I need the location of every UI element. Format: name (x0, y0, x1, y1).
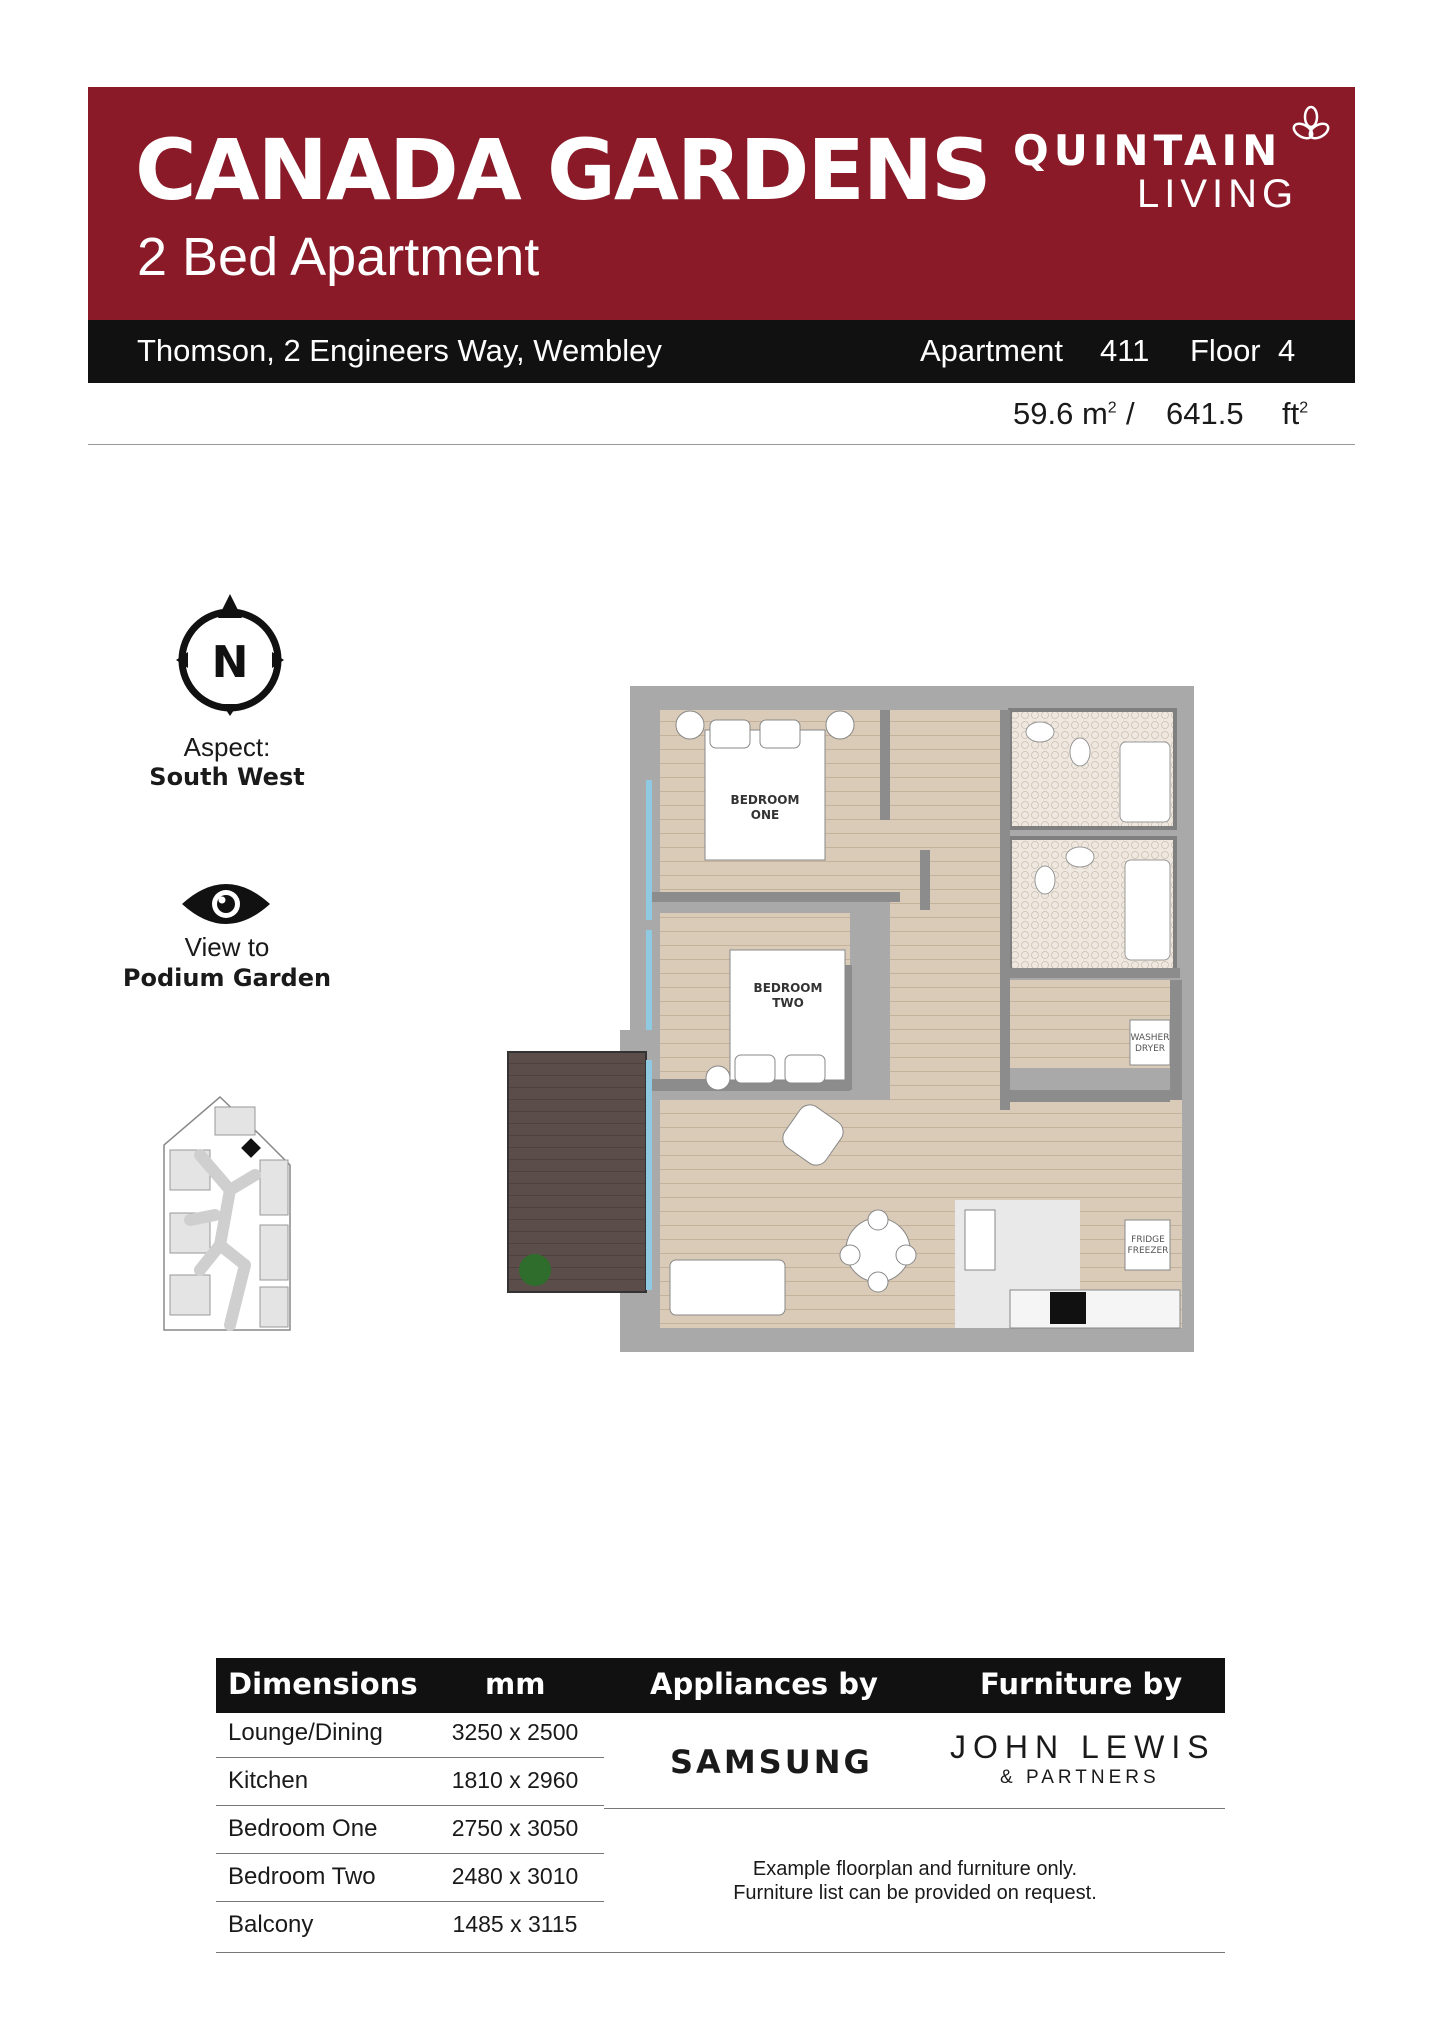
area-separator: / (1126, 396, 1135, 431)
table-row-divider (216, 1757, 604, 1758)
divider (216, 1952, 1225, 1953)
table-row-size: 3250 x 2500 (451, 1719, 579, 1745)
floorplan (500, 680, 1200, 1360)
aspect-label: Aspect: (183, 732, 271, 762)
area-sqft-unit: $ft^2$ (1282, 396, 1309, 431)
table-row-divider (216, 1805, 604, 1806)
view-label: View to (184, 932, 270, 962)
header-furniture: Furniture by (980, 1667, 1183, 1701)
table-row-size: 2750 x 3050 (451, 1815, 579, 1841)
view-value: Podium Garden (122, 964, 332, 992)
fridge-freezer (1125, 1220, 1170, 1270)
divider (604, 1808, 1225, 1809)
area-sqft: 641.5 (1166, 396, 1244, 431)
address: Thomson, 2 Engineers Way, Wembley (137, 333, 662, 368)
john-lewis-logo: JOHN LEWIS (950, 1729, 1216, 1765)
brand-trefoil-icon (1290, 104, 1332, 146)
hallway (890, 710, 1000, 1100)
floor-label: Floor (1190, 333, 1261, 368)
disclaimer-note: Example floorplan and furniture only. Furniture list can be provided on request. (733, 1858, 1097, 1904)
sofa (670, 1260, 785, 1315)
table-row-divider (216, 1853, 604, 1854)
floor-number: 4 (1278, 333, 1296, 368)
svg-text:BEDROOM: BEDROOM (730, 793, 800, 807)
header-mm: mm (485, 1667, 546, 1701)
brand-logo-living: LIVING (1137, 172, 1299, 216)
compass-north-icon (172, 592, 288, 716)
brand-logo-quintain: QUINTAIN (1013, 126, 1283, 175)
svg-text:ONE: ONE (750, 808, 780, 822)
table-row-divider (216, 1901, 604, 1902)
divider (88, 444, 1355, 445)
table-row-size: 2480 x 3010 (451, 1863, 579, 1889)
apartment-number: 411 (1100, 333, 1150, 368)
table-row-size: 1485 x 3115 (452, 1911, 578, 1937)
svg-text:FREEZER: FREEZER (1127, 1246, 1169, 1256)
table-row-size: 1810 x 2960 (451, 1767, 579, 1793)
header-appliances: Appliances by (650, 1667, 878, 1701)
compass-letter: N (211, 637, 249, 688)
table-row-room: Balcony (228, 1911, 314, 1938)
table-row-room: Lounge/Dining (228, 1719, 383, 1746)
apartment-label: Apartment (920, 333, 1064, 368)
table-row-room: Bedroom Two (228, 1863, 376, 1890)
eye-icon (180, 880, 272, 928)
development-title: CANADA GARDENS (135, 121, 990, 219)
aspect-value: South West (149, 763, 305, 791)
john-lewis-partners: & PARTNERS (1000, 1767, 1160, 1788)
svg-text:TWO: TWO (772, 996, 804, 1010)
area-sqm: 59.6 $m^2$ (1013, 396, 1117, 431)
table-row-room: Kitchen (228, 1767, 309, 1794)
site-key-plan (160, 1095, 294, 1335)
apartment-type: 2 Bed Apartment (137, 227, 540, 287)
table-row-room: Bedroom One (228, 1815, 378, 1842)
svg-text:DRYER: DRYER (1134, 1044, 1166, 1054)
svg-text:FRIDGE: FRIDGE (1131, 1235, 1165, 1245)
samsung-logo: SAMSUNG (670, 1743, 873, 1781)
header-dimensions: Dimensions (228, 1667, 418, 1701)
svg-text:WASHER: WASHER (1130, 1033, 1170, 1043)
svg-text:BEDROOM: BEDROOM (753, 981, 823, 995)
